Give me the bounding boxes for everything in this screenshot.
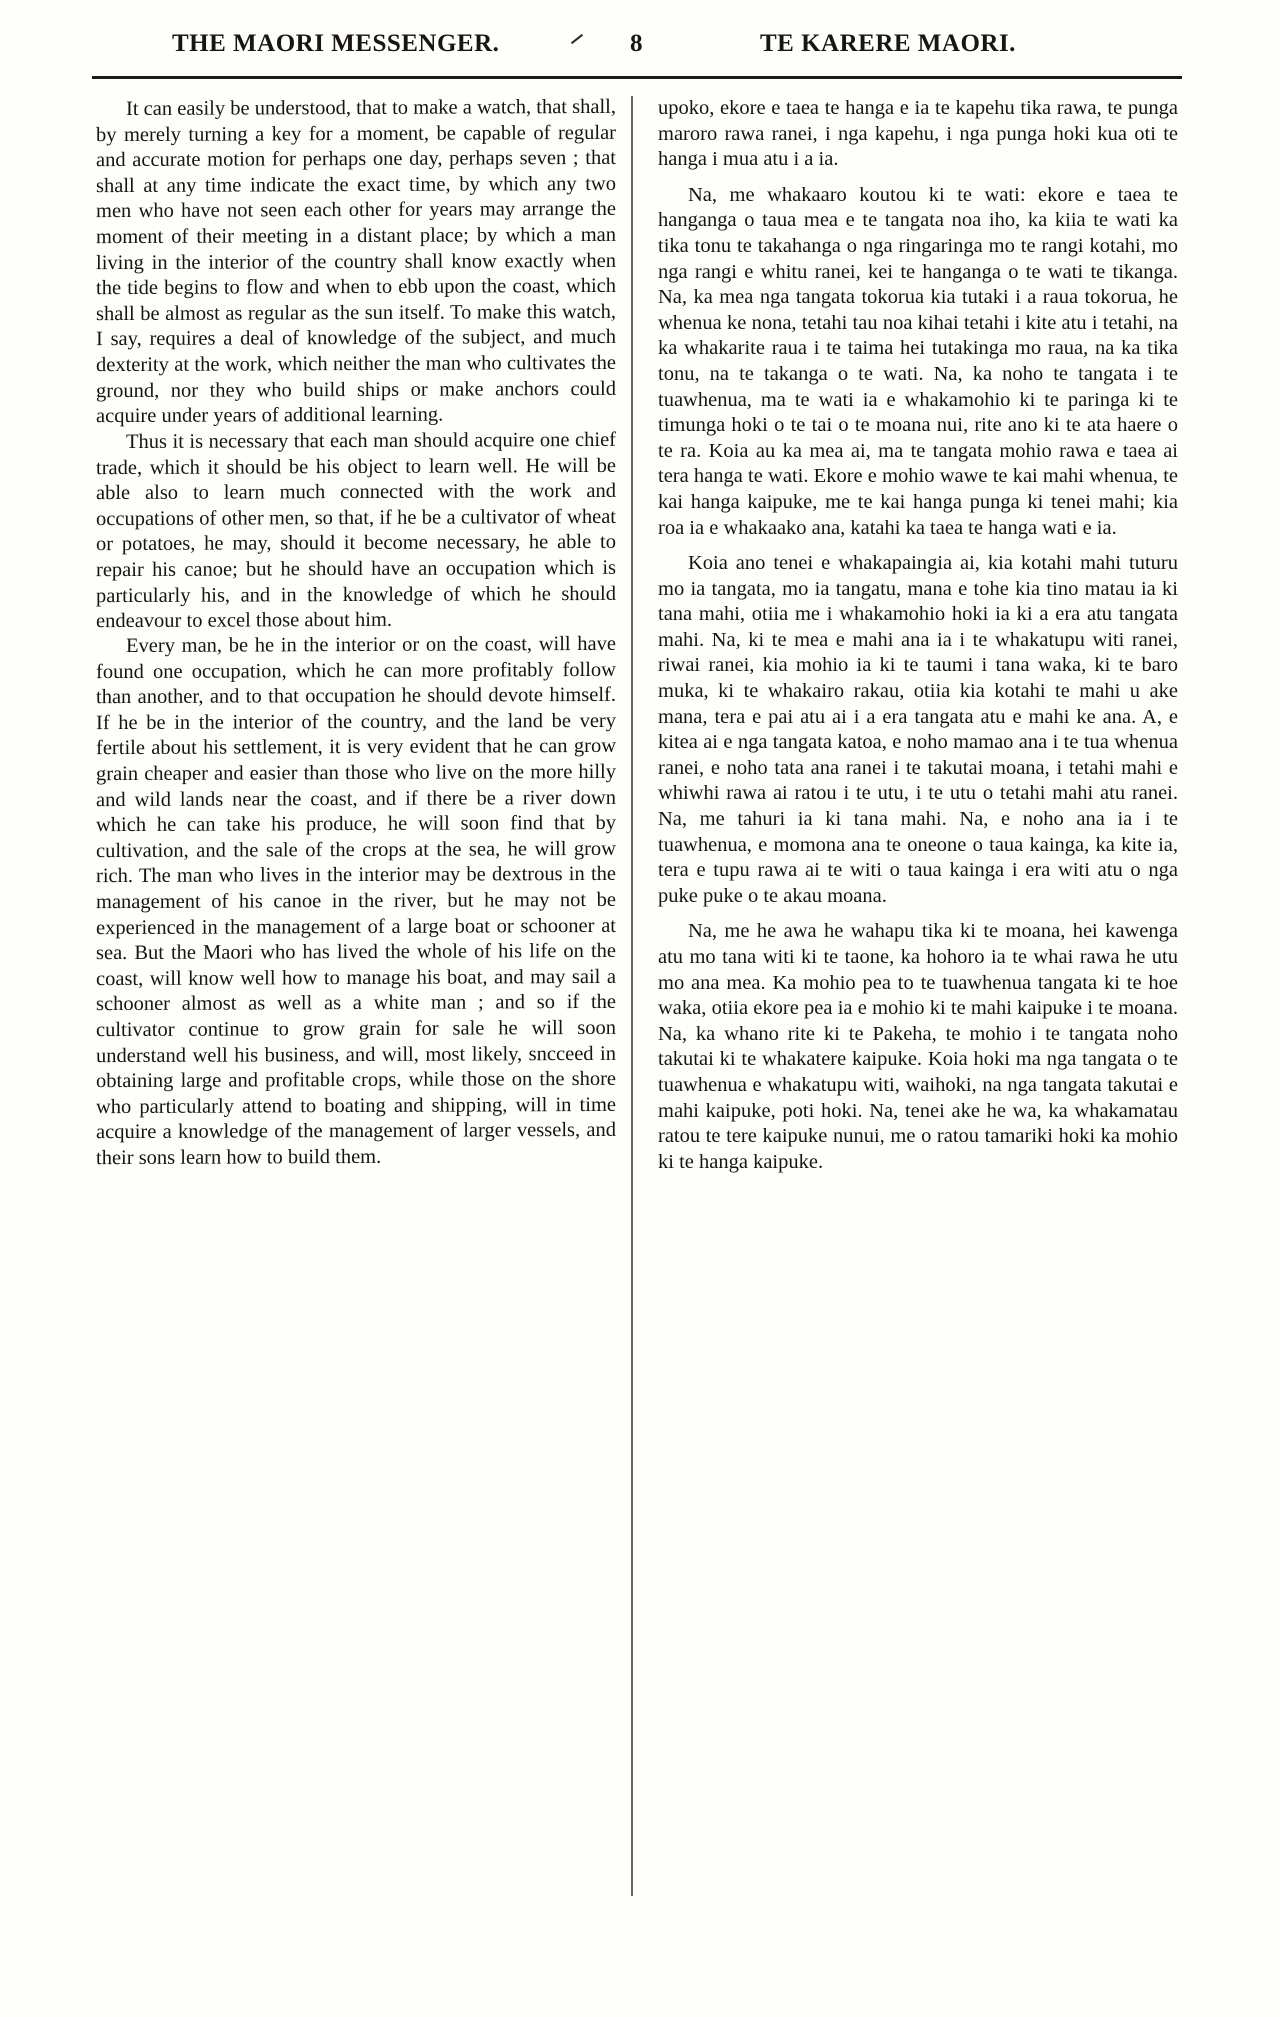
column-divider <box>631 96 633 1896</box>
paragraph: Na, me he awa he wahapu tika ki te moana, hei kawenga atu mo tana witi ki te taone, ka hohoro ia te whai rawa he utu mo ana mea. Ka mohio pea to te tuawhenua tangata ki te hoe waka, otiia ekore pea ia e mohio ki te mahi kaipuke i te moana. Na, ka whano rite ki te Pakeha, te mohio i te tangata noho takutai ki te whakatere kaipuke. Koia hoki ma nga tangata o te tuawhenua e whakatupu witi, waihoki, na nga tangata takutai e mahi kaipuke, poti hoki. Na, tenei ake he wa, ka whakamatau ratou te tere kaipuke nunui, me o ratou tamariki hoki ka mohio ki te hanga kaipuke. <box>658 920 1178 1173</box>
column-maori <box>658 96 1178 1185</box>
paragraph: upoko, ekore e taea te hanga e ia te kapehu tika rawa, te punga maroro rawa ranei, i nga kapehu, i nga punga hoki kua oti te hanga i mua atu i a ia. <box>658 97 1178 171</box>
paragraph: Every man, be he in the interior or on the coast, will have found one occupation, which he can more profitably follow than another, and to that occupation he should devote himself. If he be in the interior of the country, and the land be very fertile about his settlement, it is very evident that he can grow grain cheaper and easier than those who live on the more hilly and wild lands near the coast, and if there be a river down which he can take his produce, he will soon find that by cultivation, and the sale of the crops at the sea, he will grow rich. The man who lives in the interior may be dextrous in the management of his canoe in the river, but he may not be experienced in the management of a large boat or schooner at sea. But the Maori who has lived the whole of his life on the coast, will know well how to manage his boat, and may sail a schooner almost as well as a white man ; and so if the cultivator continue to grow grain for sale he will soon understand well his business, and will, most likely, sncceed in obtaining large and profitable crops, while those on the shore who particularly attend to boating and shipping, will in time acquire a knowledge of the management of larger vessels, and their sons learn how to build them. <box>96 633 616 1170</box>
masthead-title-maori: TE KARERE MAORI. <box>760 30 1016 57</box>
masthead <box>100 30 1180 72</box>
scan-artifact-mark <box>571 34 583 44</box>
paragraph: Na, me whakaaro koutou ki te wati: ekore e taea te hanganga o taua mea e te tangata noa iho, ka kiia te wati ka tika tonu te takahanga o nga ringaringa mo te rangi kotahi, mo nga rangi e whitu ranei, kei te hanganga o te wati te tikanga. Na, ka mea nga tangata tokorua kia tutaki i a raua tokorua, he whenua ke nona, tetahi tau noa kihai tetahi i kite atu i tetahi, na ka whakarite raua i te taima hei tutakinga mo raua, na ka tika tonu, na te takanga o te wati. Na, ka noho te tangata i te tuawhenua, ma te wati ia e whakamohio ki te paringa ki te timunga hoki o te tai o te moana nui, rite ano ki te ata haere o te ra. Koia au ka mea ai, ma te tangata mohio rawa e taea ai tera hanga te wati. Ekore e mohio wawe te kai mahi whenua, te kai hanga kaipuke, me te kai hanga punga ki tenei mahi; kia roa ia e whakaako ana, katahi ka taea te hanga wati e ia. <box>658 183 1178 539</box>
body-columns <box>96 96 1188 1926</box>
masthead-title-english: THE MAORI MESSENGER. <box>172 30 500 57</box>
paragraph: Thus it is necessary that each man should acquire one chief trade, which it should be his object to learn well. He will be able also to learn much connected with the work and occupations of other men, so that, if he be a cultivator of wheat or potatoes, he may, should it become necessary, he able to repair his canoe; but he should have an occupation which is particularly his, and in the knowledge of which he should endeavour to excel those about him. <box>96 428 616 633</box>
masthead-rule <box>92 76 1182 79</box>
page-number: 8 <box>630 30 643 57</box>
paragraph: Koia ano tenei e whakapaingia ai, kia kotahi mahi tuturu mo ia tangata, mo ia tangatu, mana e tohe kia tino matau ia ki tana mahi, otiia me i whakamohio hoki ia ki a era atu tangata mahi. Na, ki te mea e mahi ana ia i te whakatupu witi ranei, riwai ranei, kia mohio ia ki te taumi i tana waka, ki te baro muka, ki te whakairo rakau, otiia kia kotahi te mahi u ake mana, tera e pai atu ai i a era tangata atu e mahi ke ana. A, e kitea ai e nga tangata katoa, e noho mamao ana i te tua whenua ranei, e noho tata ana ranei i te takutai moana, i tetahi mahi e whiwhi rawa ai ratou i te utu, i te utu o tetahi mahi atu ranei. Na, me tahuri ia ki tana mahi. Na, e noho ana ia i te tuawhenua, e momona ana te oneone o taua kainga, ka kite ia, tera e tupu rawa ai te witi o taua kainga i era witi atu o nga puke puke o te akau moana. <box>658 552 1178 907</box>
paragraph: It can easily be understood, that to make a watch, that shall, by merely turning a key for a moment, be capable of regular and accurate motion for perhaps one day, perhaps seven ; that shall at any time indicate the exact time, by which any two men who have not seen each other for years may arrange the moment of their meeting in a distant place; by which a man living in the interior of the country shall know exactly when the tide begins to flow and when to ebb upon the coast, which shall be almost as regular as the sun itself. To make this watch, I say, requires a deal of knowledge of the subject, and much dexterity at the work, which neither the man who cultivates the ground, nor they who build ships or make anchors could acquire under years of additional learning. <box>96 95 616 428</box>
column-english <box>96 96 616 1171</box>
